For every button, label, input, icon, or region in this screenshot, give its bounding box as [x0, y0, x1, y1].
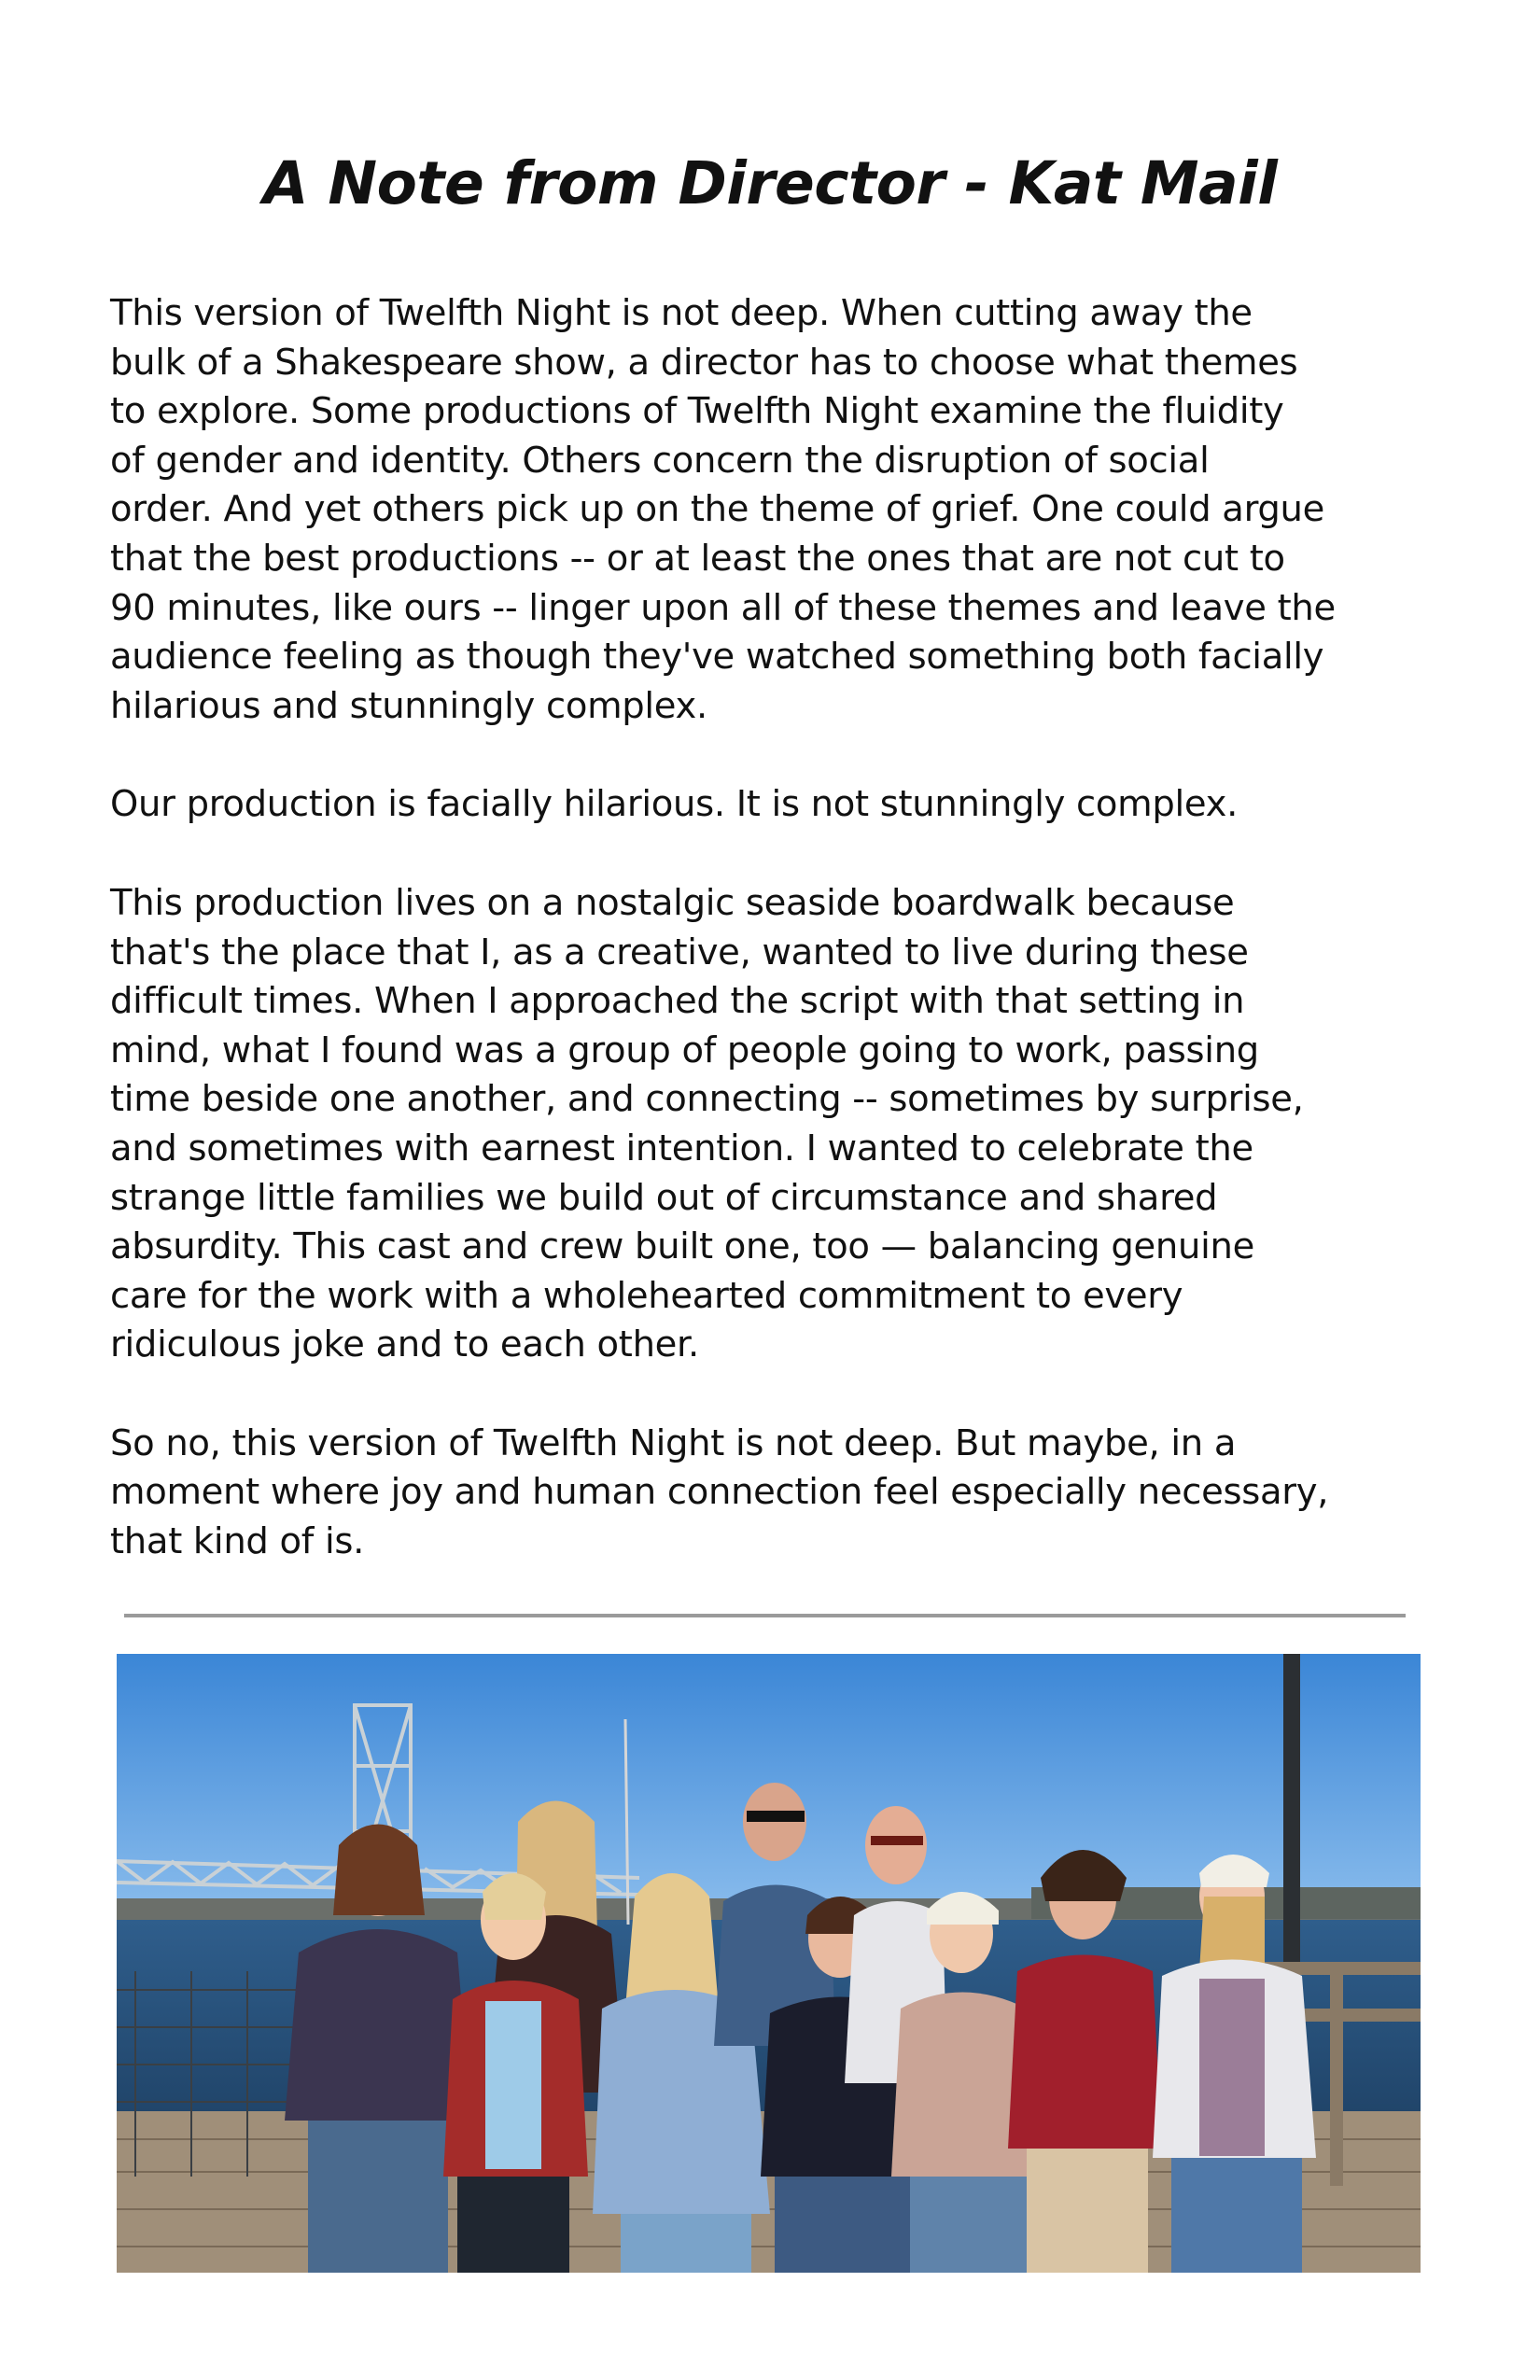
text-line: and sometimes with earnest intention. I wanted to celebrate the: [110, 1127, 1253, 1169]
text-line: that's the place that I, as a creative, wanted to live during these: [110, 931, 1249, 973]
text-line: strange little families we build out of circumstance and shared: [110, 1176, 1218, 1219]
paragraph-2: [110, 780, 1435, 830]
text-line: moment where joy and human connection feel especially necessary,: [110, 1471, 1329, 1514]
text-line: time beside one another, and connecting -- sometimes by surprise,: [110, 1078, 1304, 1121]
text-line: difficult times. When I approached the script with that setting in: [110, 980, 1245, 1023]
cast-photo: [117, 1654, 1421, 2273]
text-line: mind, what I found was a group of people going to work, passing: [110, 1029, 1259, 1071]
director-note-body: [110, 289, 1435, 1617]
text-line: that kind of is.: [110, 1520, 365, 1563]
text-line: So no, this version of Twelfth Night is not deep. But maybe, in a: [110, 1421, 1237, 1464]
text-line: bulk of a Shakespeare show, a director has to choose what themes: [110, 341, 1298, 384]
text-line: hilarious and stunningly complex.: [110, 684, 707, 727]
text-line: to explore. Some productions of Twelfth Night examine the fluidity: [110, 390, 1284, 433]
text-line: Our production is facially hilarious. It is not stunningly complex.: [110, 783, 1239, 826]
cast-photo-illustration: [117, 1654, 1421, 2273]
section-divider: [124, 1614, 1406, 1617]
text-line: order. And yet others pick up on the theme of grief. One could argue: [110, 488, 1325, 531]
page-title: A Note from Director - Kat Mail: [262, 149, 1278, 217]
text-line: absurdity. This cast and crew built one, too — balancing genuine: [110, 1225, 1254, 1268]
text-line: of gender and identity. Others concern the disruption of social: [110, 439, 1210, 482]
text-line: that the best productions -- or at least the ones that are not cut to: [110, 537, 1285, 580]
text-line: This version of Twelfth Night is not deep. When cutting away the: [110, 292, 1253, 334]
text-line: 90 minutes, like ours -- linger upon all of these themes and leave the: [110, 586, 1336, 629]
text-line: audience feeling as though they've watched something both facially: [110, 636, 1324, 679]
paragraph-4: [110, 1420, 1435, 1567]
lamp-pole: [1283, 1654, 1300, 1962]
text-line: care for the work with a wholehearted commitment to every: [110, 1274, 1183, 1317]
paragraph-3: [110, 879, 1435, 1370]
text-line: ridiculous joke and to each other.: [110, 1323, 699, 1366]
paragraph-1: [110, 289, 1435, 731]
text-line: This production lives on a nostalgic seaside boardwalk because: [110, 881, 1235, 924]
